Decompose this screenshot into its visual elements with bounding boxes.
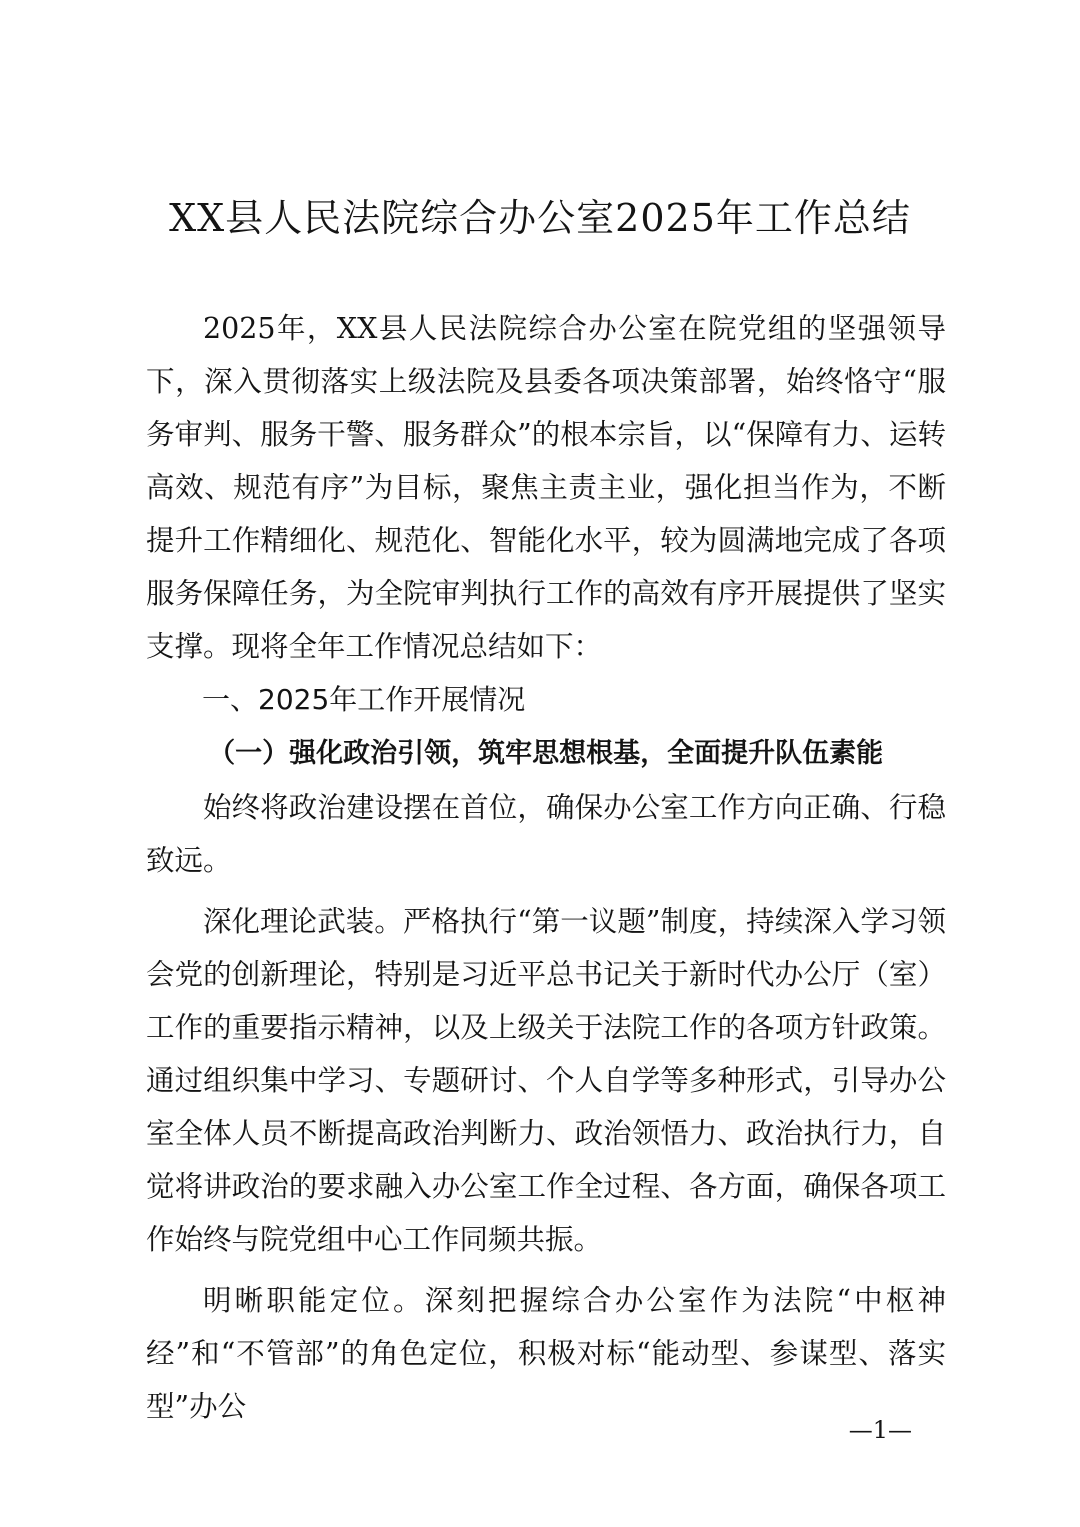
document-body [146, 302, 946, 1433]
body-paragraph: 深化理论武装。严格执行“第一议题”制度，持续深入学习领会党的创新理论，特别是习近平总书记关于新时代办公厅（室）工作的重要指示精神，以及上级关于法院工作的各项方针政策。通过组织集中学习、专题研讨、个人自学等多种形式，引导办公室全体人员不断提高政治判断力、政治领悟力、政治执行力，自觉将讲政治的要求融入办公室工作全过程、各方面，确保各项工作始终与院党组中心工作同频共振。 [146, 905, 946, 1256]
subsection-heading-1: （一）强化政治引领，筑牢思想根基，全面提升队伍素能 [208, 738, 884, 769]
intro-paragraph: 2025年，XX县人民法院综合办公室在院党组的坚强领导下，深入贯彻落实上级法院及县委各项决策部署，始终恪守“服务审判、服务干警、服务群众”的根本宗旨，以“保障有力、运转高效、规范有序”为目标，聚焦主责主业，强化担当作为，不断提升工作精细化、规范化、智能化水平，较为圆满地完成了各项服务保障任务，为全院审判执行工作的高效有序开展提供了坚实支撑。现将全年工作情况总结如下： [146, 312, 946, 663]
document-title: XX县人民法院综合办公室2025年工作总结 [169, 196, 911, 240]
section-heading-1: 一、2025年工作开展情况 [202, 683, 526, 716]
body-paragraph: 始终将政治建设摆在首位，确保办公室工作方向正确、行稳致远。 [146, 791, 946, 877]
body-paragraph: 明晰职能定位。深刻把握综合办公室作为法院“中枢神经”和“不管部”的角色定位，积极对标“能动型、参谋型、落实型”办公 [146, 1284, 946, 1423]
page-number: —1— [848, 1416, 912, 1444]
